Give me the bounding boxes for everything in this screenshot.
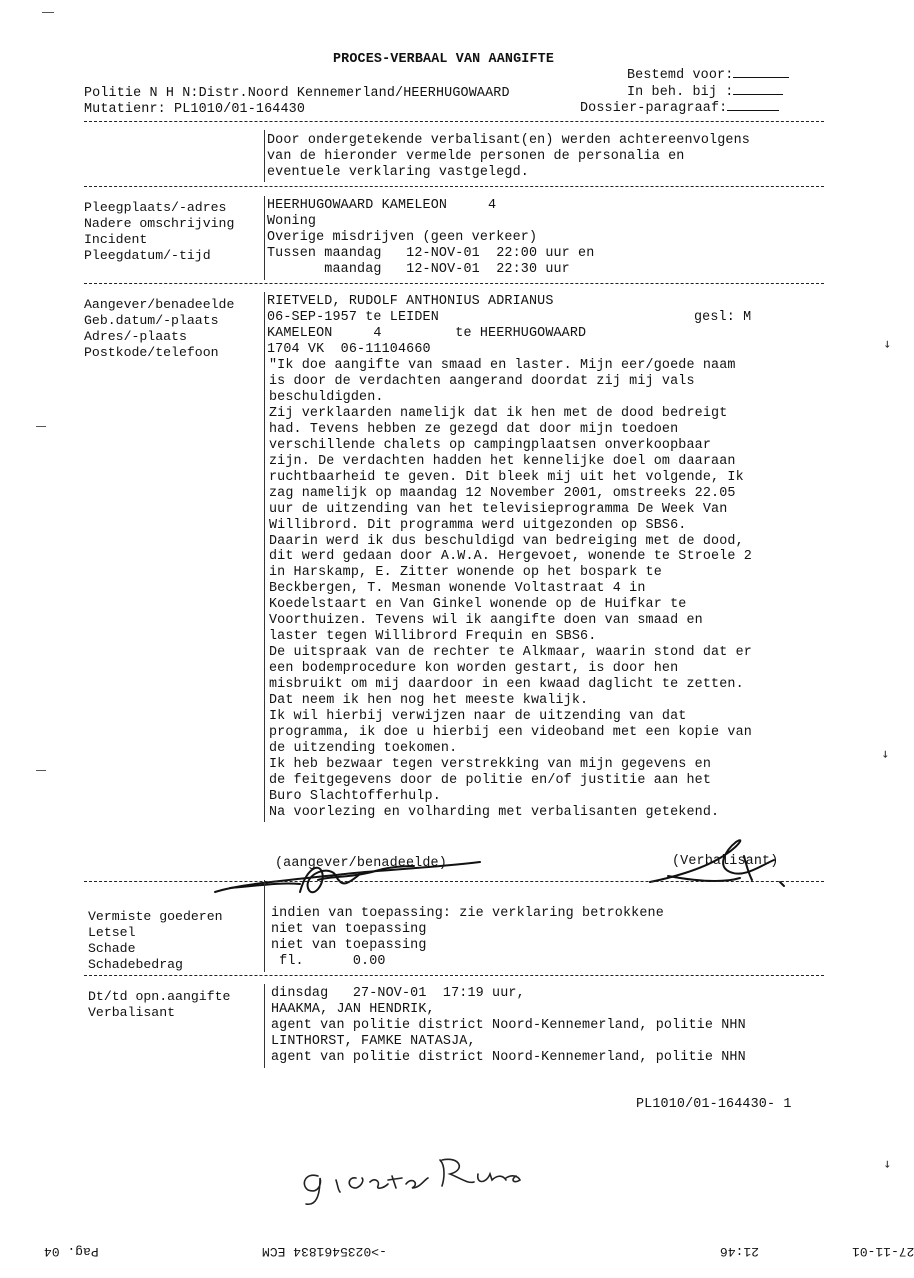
statement-line: dit werd gedaan door A.W.A. Hergevoet, wonende te Stroele 2 xyxy=(269,549,752,565)
mutatienummer: Mutatienr: PL1010/01-164430 xyxy=(84,102,306,117)
statement-line: beschuldigden. xyxy=(269,389,384,405)
scan-mark xyxy=(36,426,46,427)
statement-line: Na voorlezing en volharding met verbalisanten getekend. xyxy=(269,804,720,820)
schade-label: Schade xyxy=(88,941,136,956)
statement-line: De uitspraak van de rechter te Alkmaar, waarin stond dat er xyxy=(269,645,752,661)
opname-value-2: HAAKMA, JAN HENDRIK, xyxy=(271,1002,435,1017)
opname-value-3: agent van politie district Noord-Kennemerland, politie NHN xyxy=(271,1018,746,1033)
vermiste-goederen-value: indien van toepassing: zie verklaring betrokkene xyxy=(271,906,664,921)
adres-label: Adres/-plaats xyxy=(84,329,187,344)
schadebedrag-value: fl. 0.00 xyxy=(271,954,386,969)
scan-mark: ↘ xyxy=(877,745,894,762)
statement-line: Koedelstaart en Van Ginkel wonende op de Huifkar te xyxy=(269,597,687,613)
statement-line: de uitzending toekomen. xyxy=(269,740,458,756)
incident-value: Overige misdrijven (geen verkeer) xyxy=(267,230,538,245)
schadebedrag-label: Schadebedrag xyxy=(88,957,183,972)
statement-line: zijn. De verdachten hadden het kennelijke doel om daaraan xyxy=(269,453,736,469)
intro-line-1: Door ondergetekende verbalisant(en) werden achtereenvolgens xyxy=(267,133,750,148)
statement-line: Ik heb bezwaar tegen verstrekking van mijn gegevens en xyxy=(269,756,712,772)
statement-line: ruchtbaarheid te geven. Dit bleek mij uit het volgende, Ik xyxy=(269,469,744,485)
statement-line: Daarin werd ik dus beschuldigd van bedreiging met de dood, xyxy=(269,533,744,549)
statement-line: misbruikt om mij daardoor in een kwaad daglicht te zetten. xyxy=(269,677,744,692)
intro-line-3: eventuele verklaring vastgelegd. xyxy=(267,165,529,180)
statement-line: programma, ik doe u hierbij een videoband met een kopie van xyxy=(269,724,752,740)
pleegplaats-label: Pleegplaats/-adres xyxy=(84,200,227,215)
bestemd-voor-label: Bestemd voor: xyxy=(627,67,789,84)
statement-line: Ik wil hierbij verwijzen naar de uitzending van dat xyxy=(269,708,687,724)
aangever-label: Aangever/benadeelde xyxy=(84,297,235,312)
aangever-name: RIETVELD, RUDOLF ANTHONIUS ADRIANUS xyxy=(267,294,554,309)
pleegdatum-value-2: maandag 12-NOV-01 22:30 uur xyxy=(267,262,570,277)
intro-line-2: van de hieronder vermelde personen de personalia en xyxy=(267,149,685,164)
pleegplaats-value: HEERHUGOWAARD KAMELEON 4 xyxy=(267,198,497,213)
statement-line: verschillende chalets op campingplaatsen onverkoopbaar xyxy=(269,437,712,453)
aangever-geb: 06-SEP-1957 te LEIDEN xyxy=(267,310,439,325)
page-reference: PL1010/01-164430- 1 xyxy=(636,1097,792,1112)
dt-td-label: Dt/td opn.aangifte xyxy=(88,989,231,1004)
schade-value: niet van toepassing xyxy=(271,938,427,953)
pleegdatum-value-1: Tussen maandag 12-NOV-01 22:00 uur en xyxy=(267,246,595,261)
opname-value-1: dinsdag 27-NOV-01 17:19 uur, xyxy=(271,986,525,1001)
fax-number: ->0235461834 ECM xyxy=(262,1244,387,1259)
statement-line: Buro Slachtofferhulp. xyxy=(269,788,441,804)
statement-line: Beckbergen, T. Mesman wonende Voltastraat 4 in xyxy=(269,581,646,597)
aangever-signature-label: (aangever/benadeelde) xyxy=(275,856,447,871)
document-title: PROCES-VERBAAL VAN AANGIFTE xyxy=(333,52,555,67)
statement-line: een bodemprocedure kon worden gestart, is door hen xyxy=(269,661,679,676)
incident-label: Incident xyxy=(84,232,148,247)
scan-mark xyxy=(36,770,46,771)
pleegdatum-label: Pleegdatum/-tijd xyxy=(84,248,211,263)
fax-date: 27-11-01 xyxy=(852,1244,914,1259)
fax-page: Pag. 04 xyxy=(44,1244,99,1259)
politie-district: Politie N H N:Distr.Noord Kennemerland/HEERHUGOWAARD xyxy=(84,86,510,101)
fax-time: 21:46 xyxy=(720,1244,760,1259)
verbalisant-signature-label: (Verbalisant) xyxy=(672,854,779,869)
statement-line: Zij verklaarden namelijk dat ik hen met de dood bedreigt xyxy=(269,405,728,421)
scan-mark: ↘ xyxy=(879,335,896,352)
statement-line: in Harskamp, E. Zitter wonende op het bospark te xyxy=(269,565,662,581)
postkode-label: Postkode/telefoon xyxy=(84,345,219,360)
letsel-value: niet van toepassing xyxy=(271,922,427,937)
statement-line: "Ik doe aangifte van smaad en laster. Mijn eer/goede naam xyxy=(269,358,736,373)
statement-line: Dat neem ik hen nog het meeste kwalijk. xyxy=(269,693,589,708)
aangever-postkode: 1704 VK 06-11104660 xyxy=(267,342,431,357)
nadere-omschrijving-label: Nadere omschrijving xyxy=(84,216,235,231)
scan-mark xyxy=(42,12,54,13)
statement-line: had. Tevens hebben ze gezegd dat door mijn toedoen xyxy=(269,421,679,437)
statement-line: laster tegen Willibrord Frequin en SBS6. xyxy=(269,629,597,645)
vermiste-goederen-label: Vermiste goederen xyxy=(88,909,223,924)
statement-line: Willibrord. Dit programma werd uitgezonden op SBS6. xyxy=(269,517,687,533)
verbalisant-label: Verbalisant xyxy=(88,1005,176,1020)
dossier-paragraaf-label: Dossier-paragraaf: xyxy=(580,100,779,117)
gebdatum-label: Geb.datum/-plaats xyxy=(84,313,219,328)
aangever-adres: KAMELEON 4 te HEERHUGOWAARD xyxy=(267,326,587,341)
omschrijving-value: Woning xyxy=(267,214,317,229)
scan-mark: ↘ xyxy=(879,1155,896,1172)
letsel-label: Letsel xyxy=(88,925,136,940)
statement-line: de feitgegevens door de politie en/of justitie aan het xyxy=(269,772,712,788)
opname-value-5: agent van politie district Noord-Kennemerland, politie NHN xyxy=(271,1050,746,1065)
statement-line: uur de uitzending van het televisieprogramma De Week Van xyxy=(269,501,728,517)
opname-value-4: LINTHORST, FAMKE NATASJA, xyxy=(271,1034,476,1049)
statement-line: Voorthuizen. Tevens wil ik aangifte doen van smaad en xyxy=(269,613,703,629)
aangever-gesl: gesl: M xyxy=(694,310,752,325)
statement-line: zag namelijk op maandag 12 November 2001, omstreeks 22.05 xyxy=(269,485,736,501)
statement-line: is door de verdachten aangerand doordat zij mij vals xyxy=(269,373,695,389)
in-beh-bij-label: In beh. bij : xyxy=(627,84,783,101)
